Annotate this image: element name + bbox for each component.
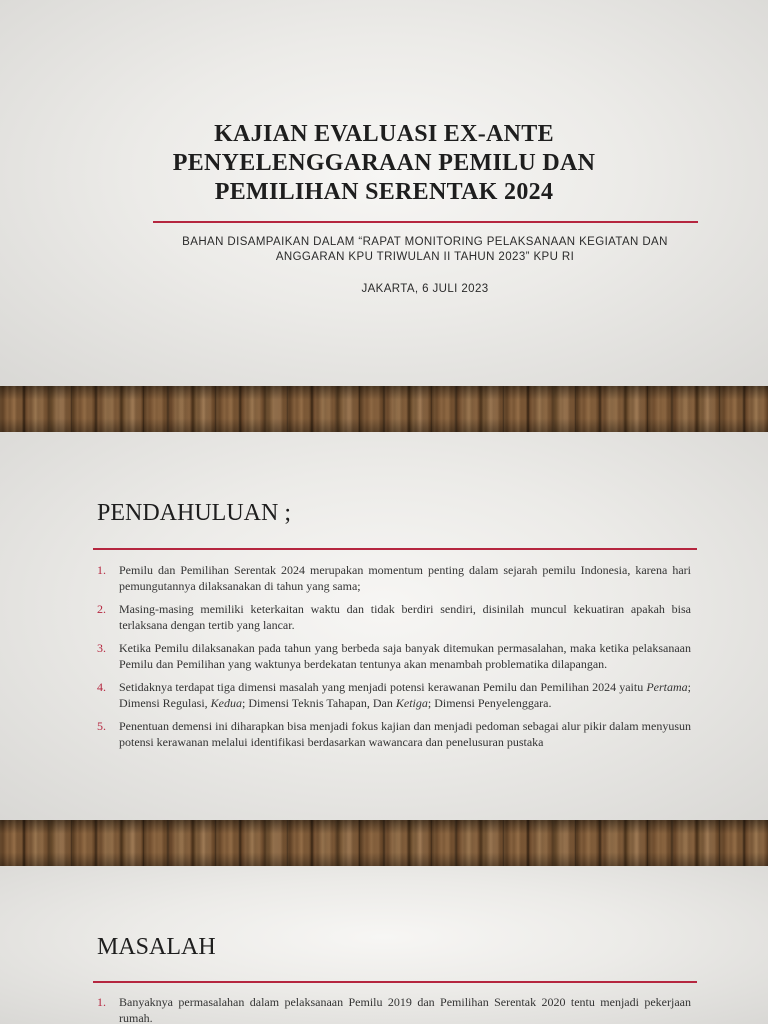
slide-subtitle — [150, 235, 700, 265]
problem-list — [97, 995, 691, 1024]
list-text: Banyaknya permasalahan dalam pelaksanaan Pemilu 2019 dan Pemilihan Serentak 2020 tentu menjadi pekerjaan rumah. — [119, 995, 691, 1024]
title-line: PENYELENGGARAAN PEMILU DAN — [172, 150, 596, 176]
subtitle-line: ANGGARAN KPU TRIWULAN II TAHUN 2023” KPU RI — [275, 251, 575, 263]
list-item — [97, 680, 691, 711]
list-item — [97, 602, 691, 633]
slide-title — [100, 120, 668, 207]
list-item — [97, 563, 691, 594]
list-text: Masing-masing memiliki keterkaitan waktu dan tidak berdiri sendiri, disinilah muncul kekuatiran apakah bisa terlaksana dengan tertib yang lancar. — [119, 602, 691, 632]
list-text: Penentuan demensi ini diharapkan bisa menjadi fokus kajian dan menjadi pedoman sebagai alur pikir dalam menyusun potensi kerawanan melalui identifikasi berdasarkan wawancara dan penelusuran pustaka — [119, 719, 691, 749]
title-slide — [0, 0, 768, 386]
intro-list — [97, 563, 691, 758]
list-number: 2. — [97, 602, 106, 616]
title-line: PEMILIHAN SERENTAK 2024 — [214, 179, 554, 205]
list-item — [97, 719, 691, 750]
list-text: Ketika Pemilu dilaksanakan pada tahun yang berbeda saja banyak ditemukan permasalahan, maka ketika pelaksanaan Pemilu dan Pemilihan yang waktunya berdekatan tentunya akan menambah problematika dilapangan. — [119, 641, 691, 671]
list-text: Setidaknya terdapat tiga dimensi masalah yang menjadi potensi kerawanan Pemilu dan Pemilihan 2024 yaitu Pertama; Dimensi Regulasi, Kedua; Dimensi Teknis Tahapan, Dan Ketiga; Dimensi Penyelenggara. — [119, 680, 691, 710]
list-text: Pemilu dan Pemilihan Serentak 2024 merupakan momentum penting dalam sejarah pemilu Indonesia, karena hari pemungutannya dilaksanakan di tahun yang sama; — [119, 563, 691, 593]
slide-heading: MASALAH — [97, 934, 216, 960]
list-number: 1. — [97, 563, 106, 577]
wood-floor-divider — [0, 386, 768, 432]
list-number: 5. — [97, 719, 106, 733]
heading-divider — [93, 548, 697, 550]
title-line: KAJIAN EVALUASI EX-ANTE — [214, 121, 554, 147]
list-number: 4. — [97, 680, 106, 694]
list-item — [97, 995, 691, 1024]
problem-slide — [0, 866, 768, 1024]
slide-heading: PENDAHULUAN ; — [97, 500, 291, 526]
slide-date: JAKARTA, 6 JULI 2023 — [361, 283, 489, 295]
wood-floor-divider — [0, 820, 768, 866]
subtitle-line: BAHAN DISAMPAIKAN DALAM “RAPAT MONITORING PELAKSANAAN KEGIATAN DAN — [182, 236, 668, 248]
list-item — [97, 641, 691, 672]
list-number: 3. — [97, 641, 106, 655]
title-divider — [153, 221, 698, 223]
list-number: 1. — [97, 995, 106, 1009]
introduction-slide — [0, 432, 768, 820]
heading-divider — [93, 981, 697, 983]
